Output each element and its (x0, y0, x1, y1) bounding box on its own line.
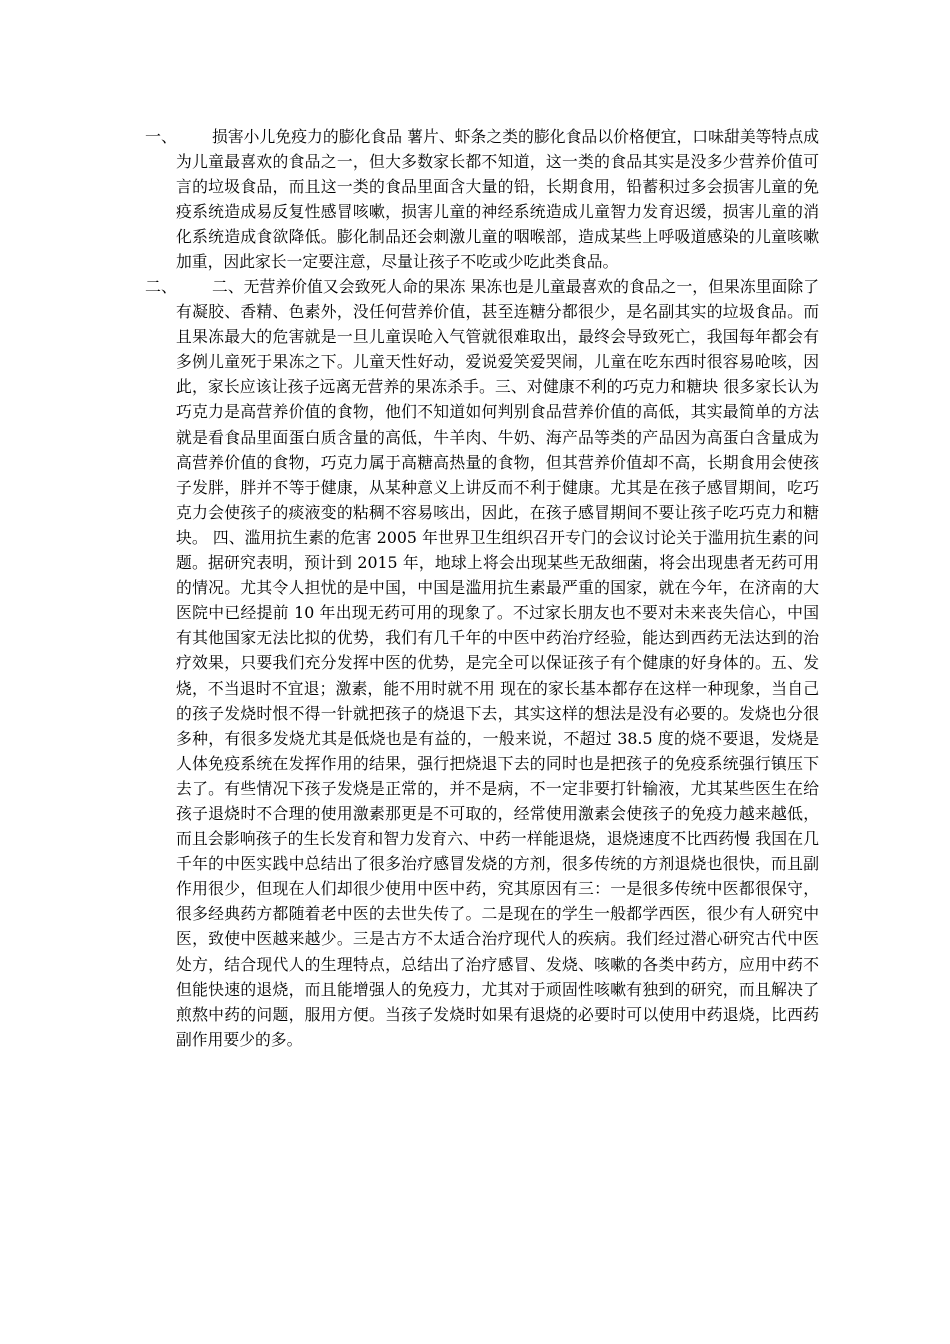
paragraph-jelly-and-more: 二、无营养价值又会致死人命的果冻 果冻也是儿童最喜欢的食品之一，但果冻里面除了有凝胶、香精、色素外，没任何营养价值，甚至连糖分都很少，是名副其实的垃圾食品。而且果冻最大的危害就是一旦儿童误呛入气管就很难取出，最终会导致死亡，我国每年都会有多例儿童死于果冻之下。儿童天性好动，爱说爱笑爱哭闹，儿童在吃东西时很容易呛咳，因此，家长应该让孩子远离无营养的果冻杀手。三、对健康不利的巧克力和糖块 很多家长认为巧克力是高营养价值的食物，他们不知道如何判别食品营养价值的高低，其实最简单的方法就是看食品里面蛋白质含量的高低，牛羊肉、牛奶、海产品等类的产品因为高蛋白含量成为高营养价值的食物，巧克力属于高糖高热量的食物，但其营养价值却不高，长期食用会使孩子发胖，胖并不等于健康，从某种意义上讲反而不利于健康。尤其是在孩子感冒期间，吃巧克力会使孩子的痰液变的粘稠不容易咳出，因此，在孩子感冒期间不要让孩子吃巧克力和糖块。 四、滥用抗生素的危害 2005 年世界卫生组织召开专门的会议讨论关于滥用抗生素的问题。据研究表明，预计到 2015 年，地球上将会出现某些无敌细菌，将会出现患者无药可用的情况。尤其令人担忧的是中国，中国是滥用抗生素最严重的国家，就在今年，在济南的大医院中已经提前 10 年出现无药可用的现象了。不过家长朋友也不要对未来丧失信心，中国有其他国家无法比拟的优势，我们有几千年的中医中药治疗经验，能达到西药无法达到的治疗效果，只要我们充分发挥中医的优势，是完全可以保证孩子有个健康的好身体的。五、发烧，不当退时不宜退；激素，能不用时就不用 现在的家长基本都存在这样一种现象，当自己的孩子发烧时恨不得一针就把孩子的烧退下去，其实这样的想法是没有必要的。发烧也分很多种，有很多发烧尤其是低烧也是有益的，一般来说，不超过 38.5 度的烧不要退，发烧是人体免疫系统在发挥作用的结果，强行把烧退下去的同时也是把孩子的免疫系统强行镇压下去了。有些情况下孩子发烧是正常的，并不是病，不一定非要打针输液，尤其某些医生在给孩子退烧时不合理的使用激素那更是不可取的，经常使用激素会使孩子的免疫力越来越低，而且会影响孩子的生长发育和智力发育六、中药一样能退烧，退烧速度不比西药慢 我国在几千年的中医实践中总结出了很多治疗感冒发烧的方剂，很多传统的方剂退烧也很快，而且副作用很少，但现在人们却很少使用中医中药，究其原因有三：一是很多传统中医都很保守，很多经典药方都随着老中医的去世失传了。二是现在的学生一般都学西医，很少有人研究中医，致使中医越来越少。三是古方不太适合治疗现代人的疾病。我们经过潜心研究古代中医处方，结合现代人的生理特点，总结出了治疗感冒、发烧、咳嗽的各类中药方，应用中药不但能快速的退烧，而且能增强人的免疫力，尤其对于顽固性咳嗽有独到的研究，而且解决了煎熬中药的问题，服用方便。当孩子发烧时如果有退烧的必要时可以使用中药退烧，比西药副作用要少的多。 (176, 277, 819, 1049)
list-marker: 二、 (145, 277, 178, 296)
list-marker: 一、 (145, 127, 178, 146)
paragraph-puffed-food: 损害小儿免疫力的膨化食品 薯片、虾条之类的膨化食品以价格便宜，口味甜美等特点成为儿童最喜欢的食品之一，但大多数家长都不知道，这一类的食品其实是没多少营养价值可言的垃圾食品，而且这一类的食品里面含大量的铅，长期食用，铅蓄积过多会损害儿童的免疫系统造成易反复性感冒咳嗽，损害儿童的神经系统造成儿童智力发育迟缓，损害儿童的消化系统造成食欲降低。膨化制品还会刺激儿童的咽喉部，造成某些上呼吸道感染的儿童咳嗽加重，因此家长一定要注意，尽量让孩子不吃或少吃此类食品。 (176, 127, 819, 272)
